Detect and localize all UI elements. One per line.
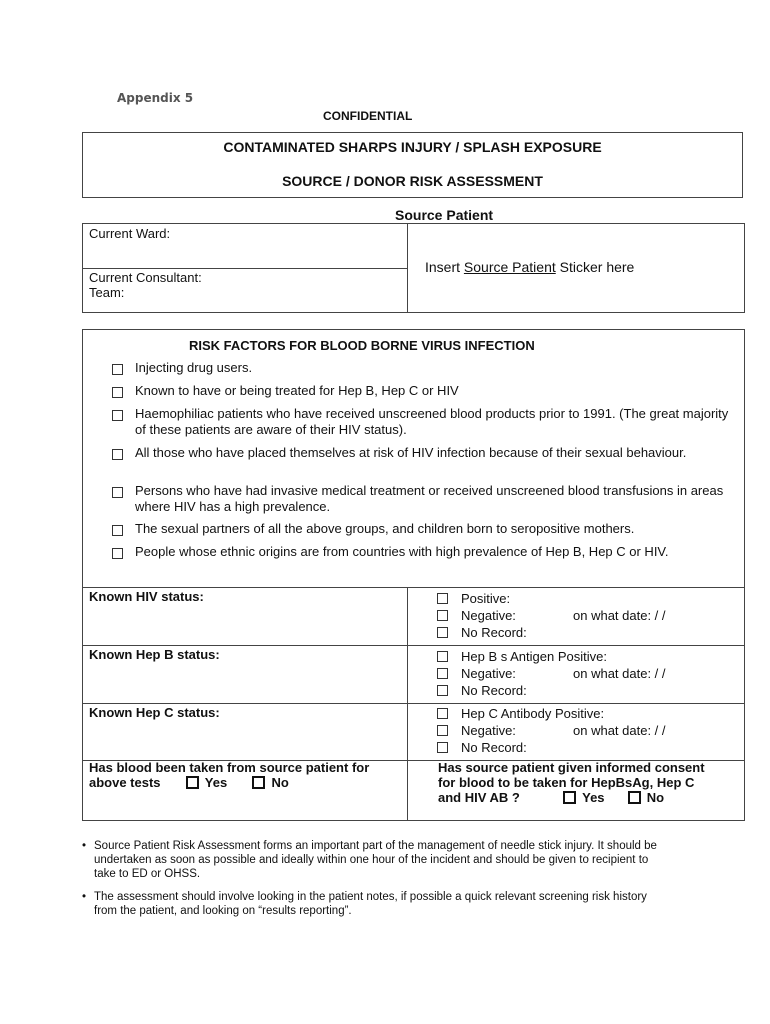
risk-item-text: Haemophiliac patients who have received unscreened blood products prior to 1991. (The great majority of these patients are aware of their HIV status). (135, 406, 729, 437)
checkbox[interactable] (437, 742, 448, 753)
consent-question (438, 760, 738, 805)
row-divider (83, 587, 744, 588)
hiv-option-negative[interactable] (437, 607, 516, 624)
checkbox[interactable] (437, 708, 448, 719)
option-label: No Record: (461, 625, 527, 640)
sticker-suffix: Sticker here (555, 259, 635, 275)
hepb-status-label: Known Hep B status: (89, 647, 220, 662)
option-label: No Record: (461, 740, 527, 755)
consent-yes-checkbox[interactable] (563, 791, 576, 804)
consultant-field[interactable] (89, 270, 202, 300)
option-label: No Record: (461, 683, 527, 698)
risk-item (109, 445, 739, 461)
hepb-date-field[interactable]: on what date: / / (573, 666, 666, 681)
risk-item (109, 521, 739, 537)
option-label: Positive: (461, 591, 511, 606)
option-label: Negative: (461, 608, 516, 623)
hepb-option-no-record[interactable] (437, 682, 527, 699)
checkbox[interactable] (437, 593, 448, 604)
notes-section (82, 839, 662, 927)
consent-no-checkbox[interactable] (628, 791, 641, 804)
option-label: Hep B s Antigen Positive: (461, 649, 607, 664)
hiv-option-positive[interactable] (437, 590, 510, 607)
risk-checkbox[interactable] (112, 548, 123, 559)
risk-item-text: Known to have or being treated for Hep B, Hep C or HIV (135, 383, 459, 398)
hiv-status-label: Known HIV status: (89, 589, 204, 604)
risk-factors-title: RISK FACTORS FOR BLOOD BORNE VIRUS INFECTION (189, 338, 535, 353)
sticker-underlined: Source Patient (463, 259, 556, 275)
option-label: Negative: (461, 666, 516, 681)
checkbox[interactable] (437, 627, 448, 638)
consent-yes-label: Yes (582, 790, 605, 805)
risk-checkbox[interactable] (112, 387, 123, 398)
sticker-prefix: Insert (425, 259, 464, 275)
note-item (82, 890, 662, 918)
option-label: Negative: (461, 723, 516, 738)
risk-assessment-box (82, 329, 745, 821)
risk-item-text: Injecting drug users. (135, 360, 253, 375)
hepc-option-negative[interactable] (437, 722, 516, 739)
source-patient-heading: Source Patient (395, 207, 494, 223)
hiv-option-no-record[interactable] (437, 624, 527, 641)
risk-checkbox[interactable] (112, 364, 123, 375)
consent-no-label: No (646, 790, 665, 805)
blood-question-line2: above tests (89, 775, 161, 790)
checkbox[interactable] (437, 725, 448, 736)
hepb-option-positive[interactable] (437, 648, 607, 665)
form-title: CONTAMINATED SHARPS INJURY / SPLASH EXPOSURE (223, 139, 602, 155)
consent-question-line2: for blood to be taken for HepBsAg, Hep C (438, 775, 695, 790)
blood-no-label: No (271, 775, 289, 790)
row-divider (83, 703, 744, 704)
blood-question-line1: Has blood been taken from source patient for (89, 760, 370, 775)
patient-details-box (82, 223, 745, 313)
blood-yes-label: Yes (204, 775, 228, 790)
risk-item-text: People whose ethnic origins are from countries with high prevalence of Hep B, Hep C or HIV. (135, 544, 669, 559)
hepc-date-field[interactable]: on what date: / / (573, 723, 666, 738)
hepb-option-negative[interactable] (437, 665, 516, 682)
risk-item (109, 383, 739, 399)
current-ward-field[interactable] (83, 224, 407, 269)
form-subtitle: SOURCE / DONOR RISK ASSESSMENT (282, 173, 543, 189)
blood-yes-checkbox[interactable] (186, 776, 199, 789)
checkbox[interactable] (437, 668, 448, 679)
risk-checkbox[interactable] (112, 410, 123, 421)
blood-no-checkbox[interactable] (252, 776, 265, 789)
consent-question-line3: and HIV AB ? (438, 790, 520, 805)
option-label: Hep C Antibody Positive: (461, 706, 605, 721)
hepc-option-no-record[interactable] (437, 739, 527, 756)
patient-left-column (83, 224, 408, 312)
checkbox[interactable] (437, 651, 448, 662)
current-ward-label: Current Ward: (89, 226, 171, 241)
risk-item-text: Persons who have had invasive medical treatment or received unscreened blood transfusions in areas where HIV has a high prevalence. (135, 483, 724, 514)
bullet-icon: • (82, 840, 87, 852)
risk-item (109, 483, 739, 515)
hepc-status-label: Known Hep C status: (89, 705, 220, 720)
risk-item-text: The sexual partners of all the above groups, and children born to seropositive mothers. (135, 521, 635, 536)
bullet-icon: • (82, 891, 87, 903)
hepc-option-positive[interactable] (437, 705, 604, 722)
risk-item (109, 544, 739, 560)
note-text: Source Patient Risk Assessment forms an important part of the management of needle stick injury. It should be undertaken as soon as possible and ideally within one hour of the incident and should be given to recipient to take to ED or OHSS. (94, 840, 657, 880)
row-divider (83, 645, 744, 646)
team-label: Team: (89, 285, 125, 300)
sticker-area (425, 259, 634, 275)
appendix-label: Appendix 5 (117, 91, 194, 105)
title-box (82, 132, 743, 198)
consent-question-line1: Has source patient given informed consent (438, 760, 705, 775)
note-text: The assessment should involve looking in the patient notes, if possible a quick relevant screening risk history from the patient, and looking on “results reporting”. (94, 891, 647, 917)
risk-checkbox[interactable] (112, 487, 123, 498)
hiv-date-field[interactable]: on what date: / / (573, 608, 666, 623)
blood-taken-question (89, 760, 401, 790)
column-divider (407, 587, 408, 820)
checkbox[interactable] (437, 610, 448, 621)
risk-item (109, 406, 739, 438)
confidential-label: CONFIDENTIAL (323, 109, 413, 123)
risk-checkbox[interactable] (112, 525, 123, 536)
risk-checkbox[interactable] (112, 449, 123, 460)
risk-item (109, 360, 739, 376)
note-item (82, 839, 662, 881)
risk-item-text: All those who have placed themselves at risk of HIV infection because of their sexual behaviour. (135, 445, 687, 460)
checkbox[interactable] (437, 685, 448, 696)
current-consultant-label: Current Consultant: (89, 270, 202, 285)
